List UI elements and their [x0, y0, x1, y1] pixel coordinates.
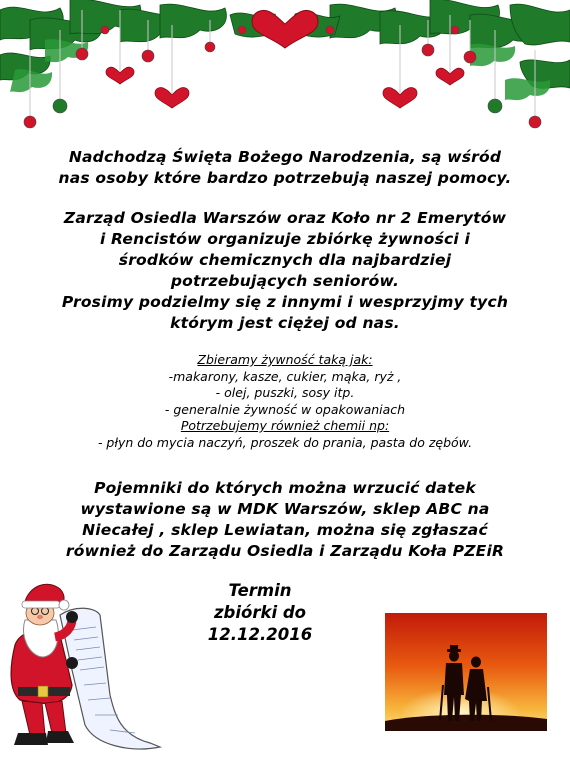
deadline-date: 12.12.2016	[207, 625, 313, 644]
organizer-paragraph	[0, 208, 570, 334]
organizer-line: potrzebujących seniorów.	[170, 272, 400, 290]
chem-heading: Potrzebujemy również chemii np:	[180, 418, 390, 433]
santa-claus-illustration	[0, 575, 180, 755]
containers-line: Niecałej , sklep Lewiatan, można się zgłaszać	[82, 521, 488, 539]
organizer-line: i Rencistów organizuje zbiórkę żywności i	[99, 230, 471, 248]
christmas-garland-decoration	[0, 0, 570, 140]
deadline-line: Termin	[228, 581, 292, 600]
organizer-line: Prosimy podzielmy się z innymi i wesprzyjmy tych	[61, 293, 509, 311]
collection-list	[0, 352, 570, 451]
deadline-line: zbiórki do	[213, 603, 307, 622]
deadline-block	[170, 580, 350, 646]
food-item: -makarony, kasze, cukier, mąka, ryż ,	[168, 368, 402, 384]
containers-paragraph	[0, 478, 570, 562]
intro-line: Nadchodzą Święta Bożego Narodzenia, są wśród	[68, 148, 502, 166]
organizer-line: środków chemicznych dla najbardziej	[118, 251, 452, 269]
sunset-couple-photo	[385, 613, 547, 731]
organizer-line: którym jest ciężej od nas.	[170, 314, 400, 332]
containers-line: również do Zarządu Osiedla i Zarządu Koła PZEiR	[65, 542, 505, 560]
food-item: - olej, puszki, sosy itp.	[215, 385, 355, 400]
food-item: - generalnie żywność w opakowaniach	[164, 401, 406, 417]
organizer-line: Zarząd Osiedla Warszów oraz Koło nr 2 Emerytów	[63, 209, 507, 227]
chem-item: - płyn do mycia naczyń, proszek do prania, pasta do zębów.	[97, 434, 473, 450]
food-heading: Zbieramy żywność taką jak:	[197, 352, 373, 367]
intro-paragraph	[0, 147, 570, 189]
containers-line: Pojemniki do których można wrzucić datek	[94, 479, 476, 497]
containers-line: wystawione są w MDK Warszów, sklep ABC na	[80, 500, 490, 518]
intro-line: nas osoby które bardzo potrzebują naszej pomocy.	[58, 169, 512, 187]
